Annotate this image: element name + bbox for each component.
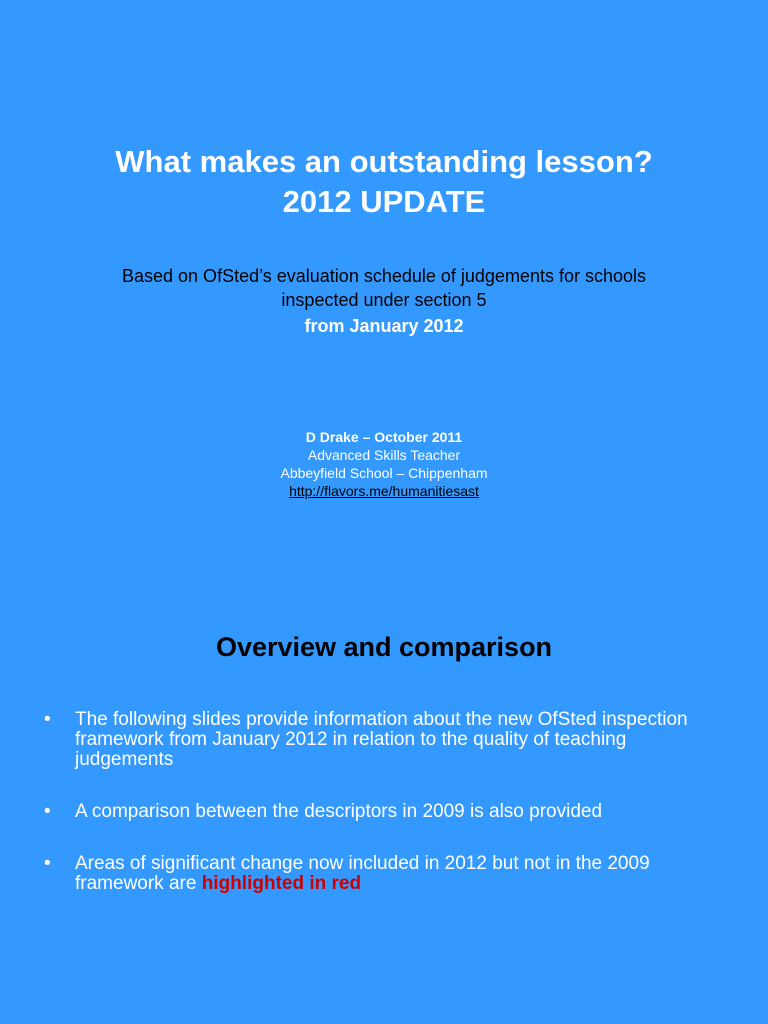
slide-title: [0, 142, 768, 222]
overview-heading: Overview and comparison: [215, 632, 553, 662]
subtitle-date: from January 2012: [304, 316, 464, 336]
author-name: D Drake – October 2011: [305, 429, 463, 445]
subtitle-line-2: inspected under section 5: [281, 290, 487, 310]
bullet-icon: •: [44, 709, 51, 730]
author-school: Abbeyfield School – Chippenham: [280, 465, 488, 481]
bullet-text: The following slides provide information about the new OfSted inspection framework from January 2012 in relation to the quality of teaching judgements: [75, 709, 688, 770]
bullet-text: A comparison between the descriptors in 2009 is also provided: [75, 801, 603, 822]
bullet-list: [44, 710, 728, 926]
overview-slide: [0, 600, 768, 1024]
bullet-text: Areas of significant change now included in 2012 but not in the 2009 framework are: [75, 853, 650, 894]
bullet-item: [44, 802, 728, 822]
bullet-item: [44, 710, 728, 770]
bullet-item: [44, 854, 728, 894]
title-line-1: What makes an outstanding lesson?: [115, 144, 653, 179]
title-line-2: 2012 UPDATE: [282, 184, 486, 219]
highlight-text: highlighted in red: [201, 873, 362, 894]
bullet-icon: •: [44, 801, 51, 822]
author-role: Advanced Skills Teacher: [307, 447, 461, 463]
author-block: [0, 428, 768, 500]
bullet-icon: •: [44, 853, 51, 874]
slide-subtitle: [40, 264, 728, 338]
author-link[interactable]: http://flavors.me/humanitiesast: [289, 483, 479, 499]
subtitle-line-1: Based on OfSted’s evaluation schedule of judgements for schools: [122, 266, 646, 286]
